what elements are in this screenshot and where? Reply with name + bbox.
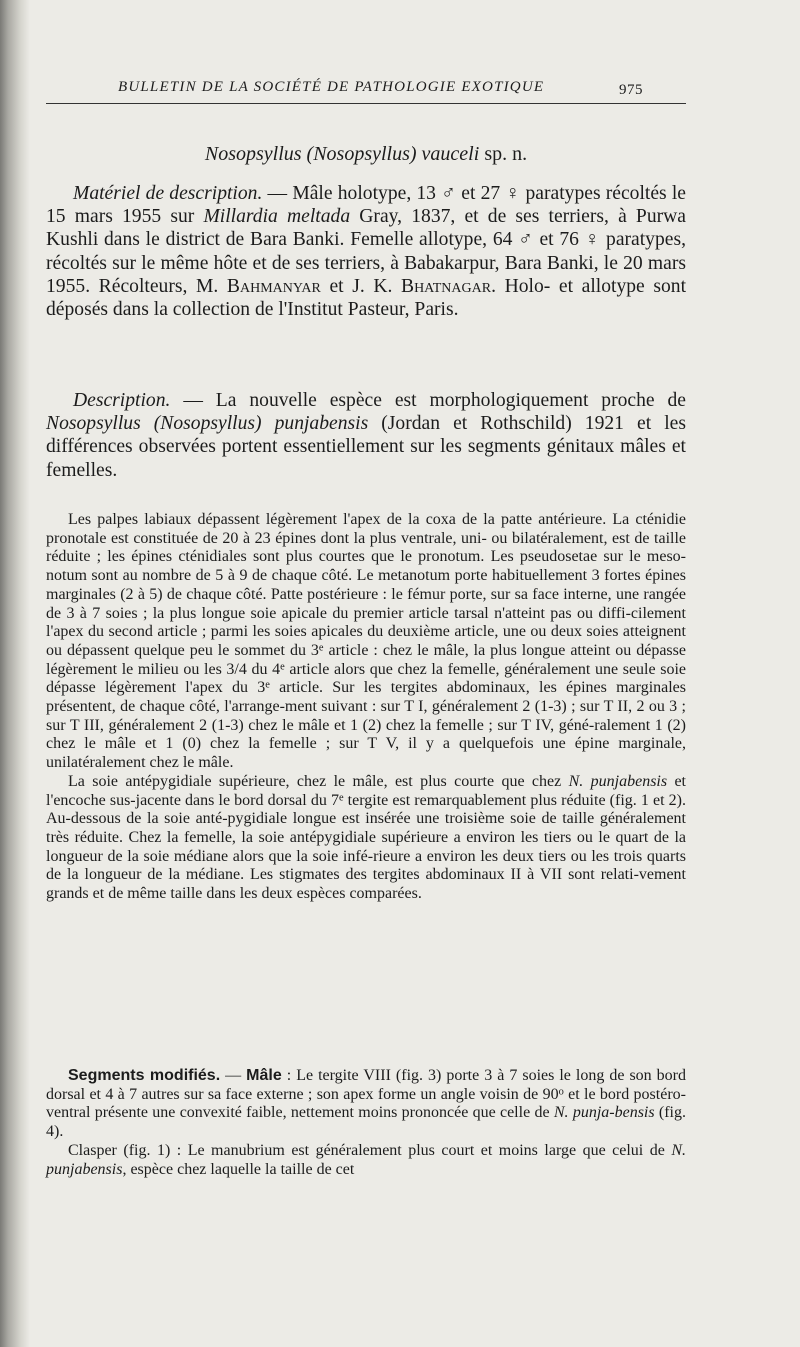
species-name: N. punja-bensis <box>553 1104 655 1122</box>
host-name: Millardia meltada <box>203 206 351 228</box>
superscript: e <box>265 679 270 691</box>
species-title-suffix: sp. n. <box>479 143 528 165</box>
page-number: 975 <box>619 82 643 98</box>
text-run: Clasper (fig. 1) : Le manubrium est généralement plus court et moins large que celui de <box>68 1141 672 1159</box>
materiel-text: et J. K. <box>320 275 401 297</box>
text-run: , espèce chez laquelle la taille de cet <box>122 1160 355 1178</box>
description-heading: Description. <box>73 390 171 411</box>
collector-name: Bahmanyar <box>226 275 321 297</box>
segments-paragraph <box>46 1067 686 1142</box>
clasper-paragraph <box>46 1142 686 1179</box>
text-run: tergite est remarquablement plus réduite (fig. 1 et 2). Au-dessous de la soie anté-pygidiale longue est insérée une troisième soie de taille généralement très réduite. Chez la femelle, la soie antépygidiale supérieure a environ les tiers ou le quart de la longueur de la soie médiane alors que la soie infé-rieure a environ les deux tiers ou les trois quarts de la longueur de la médiane. Les stigmates des tergites abdominaux II à VII sont relati-vement grands et de même taille dans les deux espèces comparées. <box>46 791 686 903</box>
text-run: article alors que chez la femelle, généralement une seule soie dépasse légèrement l'apex du 3 <box>46 660 686 697</box>
description-text: (Jordan et Rothschild) 1921 et les différences observées portent essentiellement sur les segments génitaux mâles et femelles. <box>46 413 686 481</box>
materiel-paragraph <box>46 182 686 321</box>
page-binding-shadow <box>0 0 30 1347</box>
species-title-taxon: Nosopsyllus (Nosopsyllus) vauceli <box>204 143 480 165</box>
superscript: e <box>280 660 285 672</box>
journal-title: BULLETIN DE LA SOCIÉTÉ DE PATHOLOGIE EXOTIQUE <box>118 79 545 95</box>
materiel-heading: Matériel de description. <box>73 183 263 204</box>
text-run: et le bord postéro-ventral présente une convexité faible, nettement moins prononcée que celle de <box>46 1085 686 1122</box>
species-name: N. punjabensis <box>46 1141 686 1178</box>
text-run: Les palpes labiaux dépassent légèrement l'apex de la coxa de la patte antérieure. La cténidie pronotale est constituée de 20 à 23 épines dont la plus ventrale, uni- ou bilatéralement, est de taille réduite ; les épines cténidiales sont plus courtes que le pronotum. Les pseudosetae sur le meso-notum sont au nombre de 5 à 9 de chaque côté. Le metanotum porte habituellement 3 fortes épines marginales (2 à 5) de chaque côté. Patte postérieure : le fémur porte, sur sa face interne, une rangée de 3 à 7 soies ; la plus longue soie apicale du premier article tarsal n'atteint pas ou diffi-cilement l'apex du second article ; parmi les soies apicales du deuxième article, une ou deux soies atteignent ou dépassent quelque peu le sommet du 3 <box>46 511 686 659</box>
antepygidial-paragraph <box>46 773 686 904</box>
superscript: e <box>338 791 344 803</box>
header-rule <box>46 103 686 104</box>
materiel-text: . Holo- et allotype sont déposés dans la collection de l'Institut Pasteur, Paris. <box>46 275 687 321</box>
description-text: — La nouvelle espèce est morphologiquement proche de <box>170 390 686 411</box>
materiel-text: — Mâle holotype, 13 ♂ et 27 ♀ paratypes récoltés le 15 mars 1955 sur <box>46 183 686 228</box>
materiel-text: Gray, 1837, et de ses terriers, à Purwa Kushli dans le district de Bara Banki. Femelle allotype, 64 ♂ et 76 ♀ paratypes, récoltés sur le même hôte et de ses terriers, à Babakarpur, Bara Banki, le 20 mars 1955. Récolteurs, M. <box>46 206 686 297</box>
text-run: : Le tergite VIII (fig. 3) porte 3 à 7 soies le long de son bord dorsal et 4 à 7 autres sur sa face externe ; son apex forme un angle voisin de 90 <box>46 1067 687 1103</box>
morphology-paragraph <box>46 511 686 773</box>
body-text <box>46 511 686 904</box>
text-run: — <box>220 1067 247 1084</box>
collector-name: Bhatnagar <box>401 275 492 297</box>
text-run: La soie antépygidiale supérieure, chez le mâle, est plus courte que chez <box>68 772 569 790</box>
superscript: e <box>318 642 324 654</box>
text-run: article. Sur les tergites abdominaux, les épines marginales présentent, de chaque côté, l'arrange-ment suivant : sur T I, généralement 2 (1-3) ; sur T II, 2 ou 3 ; sur T III, généralement 2 (1-3) chez le mâle et 1 (2) chez la femelle ; sur T IV, géné-ralement 1 (2) chez le mâle et 1 (0) chez la femelle ; sur T V, il y a quelquefois une épine marginale, unilatéralement chez le mâle. <box>46 679 687 772</box>
segments-heading: Segments modifiés. <box>68 1067 221 1084</box>
text-run: article : chez le mâle, la plus longue atteint ou dépasse légèrement le milieu ou les 3/4 du 4 <box>46 641 686 678</box>
description-paragraph <box>46 389 686 482</box>
male-heading: Mâle <box>246 1067 282 1084</box>
superscript: o <box>558 1086 564 1098</box>
species-name: N. punjabensis <box>568 772 668 790</box>
species-title <box>46 143 686 166</box>
species-name: Nosopsyllus (Nosopsyllus) punjabensis <box>46 413 369 435</box>
text-run: (fig. 4). <box>46 1104 686 1141</box>
text-run: et l'encoche sus-jacente dans le bord dorsal du 7 <box>46 772 687 809</box>
body-text-continued <box>46 1067 686 1179</box>
